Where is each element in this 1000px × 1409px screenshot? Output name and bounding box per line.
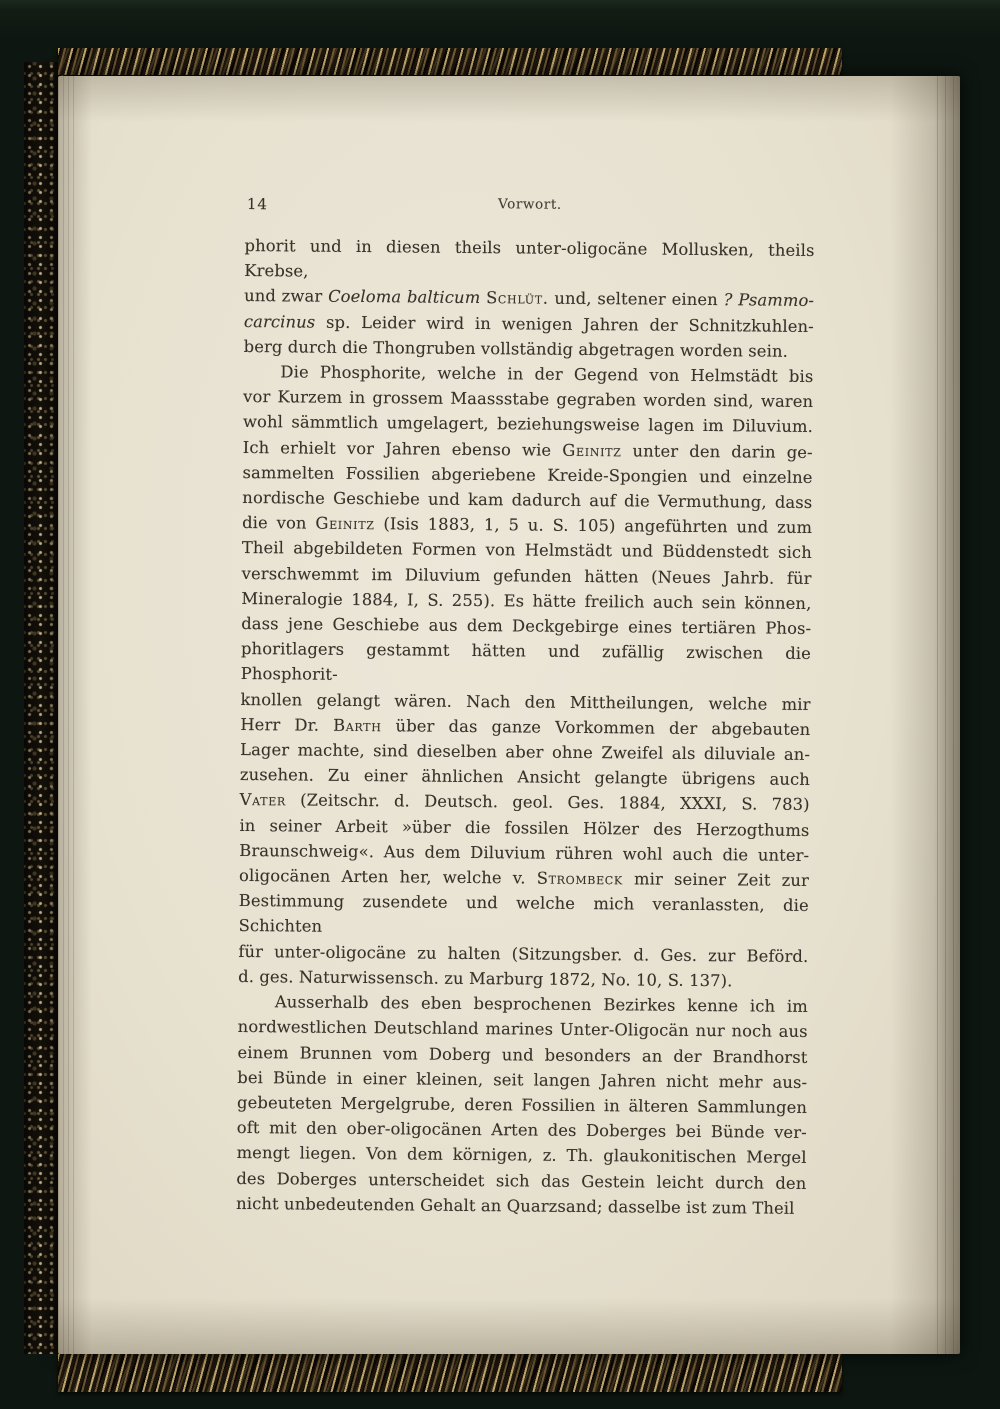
text-run: mengt liegen. Von dem körnigen, z. Th. glaukonitischen Mergel bbox=[236, 1143, 807, 1168]
text-run: mir seiner Zeit zur bbox=[622, 869, 810, 891]
text-line bbox=[241, 636, 811, 691]
text-run: Geinitz bbox=[562, 440, 622, 460]
text-run: Strombeck bbox=[536, 868, 623, 889]
paragraph bbox=[236, 989, 808, 1221]
text-run: und zwar bbox=[244, 286, 329, 307]
text-run: d. ges. Naturwissensch. zu Marburg 1872, No. 10, S. 137). bbox=[238, 966, 733, 991]
text-run: einem Brunnen vom Doberg und besonders an der Brandhorst bbox=[237, 1042, 808, 1067]
text-run: Bestimmung zusendete und welche mich veranlassten, die Schichten bbox=[238, 891, 809, 937]
text-run: berg durch die Thongruben vollständig abgetragen worden sein. bbox=[243, 336, 789, 361]
page-number: 14 bbox=[246, 195, 269, 214]
text-run: gebeuteten Mergelgrube, deren Fossilien in älteren Sammlungen bbox=[236, 1092, 808, 1117]
text-run: Ausserhalb des eben besprochenen Bezirkes kenne ich im bbox=[274, 992, 809, 1017]
text-run: Die Phosphorite, welche in der Gegend von Helmstädt bis bbox=[280, 362, 814, 386]
text-run: Coeloma balticum bbox=[328, 287, 481, 308]
text-run: über das ganze Vorkommen der abgebauten bbox=[381, 716, 811, 739]
text-run: oligocänen Arten her, welche v. bbox=[238, 866, 537, 888]
text-run: (Zeitschr. d. Deutsch. geol. Ges. 1884, XXXI, S. 783) bbox=[285, 790, 810, 815]
text-run: carcinus bbox=[243, 311, 316, 332]
text-run: verschwemmt im Diluvium gefunden hätten (Neues Jahrb. für bbox=[241, 563, 812, 588]
text-run: Barth bbox=[333, 715, 382, 736]
text-run: für unter-oligocäne zu halten (Sitzungsber. d. Ges. zur Beförd. bbox=[238, 941, 809, 966]
text-line bbox=[239, 888, 809, 943]
running-header: Vorwort. bbox=[497, 196, 562, 213]
text-run: vor Kurzem in grossem Maassstabe gegraben worden sind, waren bbox=[243, 387, 814, 412]
decorated-fore-edge-top bbox=[58, 48, 842, 75]
text-run: (Isis 1883, 1, 5 u. S. 105) angeführten und zum bbox=[374, 514, 813, 538]
paragraph bbox=[238, 359, 813, 994]
text-run: nicht unbedeutenden Gehalt an Quarzsand; dasselbe ist zum Theil bbox=[236, 1193, 795, 1218]
text-run: ? Psammo- bbox=[723, 290, 815, 311]
text-run: die von bbox=[242, 513, 316, 533]
text-run: bei Bünde in einer kleinen, seit langen Jahren nicht mehr aus- bbox=[237, 1067, 808, 1092]
text-run: knollen gelangt wären. Nach den Mittheilungen, welche mir bbox=[240, 689, 811, 714]
text-line bbox=[236, 1191, 806, 1221]
letterpress-block bbox=[236, 194, 815, 1221]
text-run: sammelten Fossilien abgeriebene Kreide-Spongien und einzelne bbox=[242, 462, 813, 487]
text-run: nordische Geschiebe und kam dadurch auf die Vermuthung, dass bbox=[242, 488, 813, 512]
text-run: wohl sämmtlich umgelagert, beziehungsweise lagen im Diluvium. bbox=[242, 412, 814, 437]
text-run: Schlüt. bbox=[486, 288, 549, 309]
page-stack-lines-left bbox=[58, 76, 74, 1354]
text-run: phoritlagers gestammt hätten und zufällig zwischen die Phosphorit- bbox=[240, 639, 812, 685]
text-run: Herr Dr. bbox=[240, 714, 334, 735]
text-run: Mineralogie 1884, I, S. 255). Es hätte freilich auch sein können, bbox=[241, 588, 812, 613]
text-block bbox=[236, 233, 815, 1221]
text-run: Ich erhielt vor Jahren ebenso wie bbox=[242, 437, 563, 460]
text-run: des Doberges unterscheidet sich das Gestein leicht durch den bbox=[236, 1168, 807, 1193]
paragraph bbox=[244, 233, 815, 364]
text-run: Theil abgebildeten Formen von Helmstädt und Büddenstedt sich bbox=[241, 538, 812, 563]
text-run: Geinitz bbox=[315, 513, 375, 534]
page-stack-lines-right bbox=[930, 76, 960, 1354]
text-run: und, seltener einen bbox=[548, 289, 724, 310]
decorated-fore-edge-bottom bbox=[58, 1354, 842, 1392]
text-run: phorit und in diesen theils unter-oligocäne Mollusken, theils Krebse, bbox=[244, 235, 815, 281]
text-run: in seiner Arbeit »über die fossilen Hölzer des Herzogthums bbox=[239, 815, 810, 840]
text-run: Braunschweig«. Aus dem Diluvium rühren wohl auch die unter- bbox=[239, 840, 810, 865]
text-run: sp. Leider wird in wenigen Jahren der Schnitzkuhlen- bbox=[315, 312, 814, 336]
text-run: Lager machte, sind dieselben aber ohne Zweifel als diluviale an- bbox=[240, 740, 811, 765]
text-run: dass jene Geschiebe aus dem Deckgebirge eines tertiären Phos- bbox=[241, 614, 812, 639]
text-run: oft mit den ober-oligocänen Arten des Doberges bei Bünde ver- bbox=[236, 1118, 807, 1143]
text-run: Vater bbox=[239, 790, 287, 810]
page-header-row bbox=[245, 194, 815, 221]
text-run: unter den darin ge- bbox=[621, 440, 813, 462]
book-page bbox=[58, 76, 960, 1354]
text-run: zusehen. Zu einer ähnlichen Ansicht gelangte übrigens auch bbox=[239, 765, 810, 790]
text-line bbox=[244, 233, 814, 288]
text-run: nordwestlichen Deutschland marines Unter-Oligocän nur noch aus bbox=[237, 1017, 808, 1042]
